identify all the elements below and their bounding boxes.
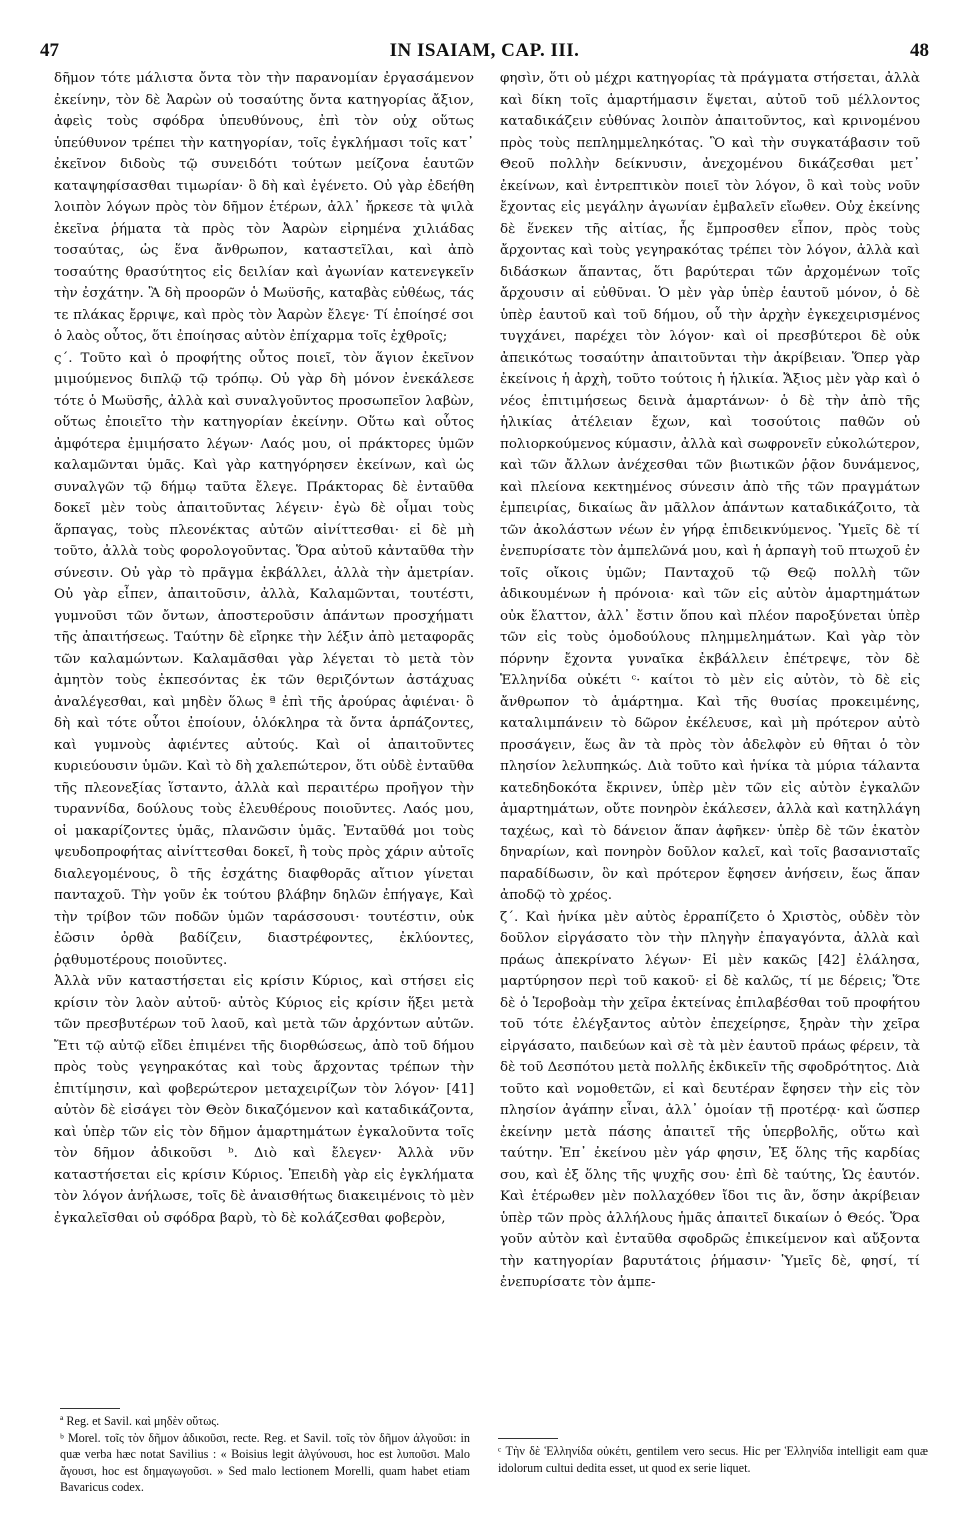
left-column (54, 68, 474, 1398)
footnotes-right (498, 1438, 928, 1476)
footnote: ª Reg. et Savil. καὶ μηδὲν οὕτως. (60, 1414, 220, 1428)
paragraph: ζ΄. Καὶ ἡνίκα μὲν αὐτὸς ἐρραπίζετο ὁ Χριστὸς, οὐδὲν τὸν δοῦλον εἰργάσατο τὸν τὴν πληγὴν ἐπαγαγόντα, ἀλλὰ καὶ πράως ἀπεκρίνατο λέγων· Εἰ μὲν κακῶς [42] ἐλάλησα, μαρτύρησον περὶ τοῦ κακοῦ· εἰ δὲ καλῶς, τί με δέρεις; Ὅτε δὲ ὁ Ἱεροβοὰμ τὴν χεῖρα ἐκτείνας ἐπιλαβέσθαι τοῦ προφήτου τοῦ τότε ἐλέγξαντος αὐτὸν ἐπεχείρησε, ξηρὰν τὴν χεῖρα εἰργάσατο, παιδεύων καὶ σὲ τὰ μὲν ἑαυτοῦ πράως φέρειν, τὰ δὲ τοῦ Δεσπότου μετὰ πολλῆς ἐκδικεῖν τῆς σφοδρότητος. Διὰ τοῦτο καὶ νομοθετῶν, εἰ καὶ δευτέραν ἔφησεν τὴν εἰς τὸν πλησίον ἀγάπην εἶναι, ἀλλ᾽ ὁμοίαν τῇ προτέρᾳ· καὶ ὥσπερ ἐκείνην μετὰ πάσης ἀπαιτεῖ τῆς ὑπερβολῆς, οὕτω καὶ ταύτην. Ἐπ᾽ ἐκείνου μὲν γάρ φησιν, Ἐξ ὅλης τῆς καρδίας σου, καὶ ἐξ ὅλης τῆς ψυχῆς σου· ἐπὶ δὲ ταύτης, Ὡς ἑαυτόν. Καὶ ἑτέρωθεν μὲν πολλαχόθεν ἴδοι τις ἂν, ὅσην ἀκρίβειαν ὑπὲρ τῶν πρὸς ἀλλήλους ἡμᾶς ἀπαιτεῖ δικαίων ὁ Θεός. Ὅρα γοῦν αὐτὸν καὶ ἐνταῦθα σφοδρῶς ἐπικείμενον καὶ αὔξοντα τὴν κατηγορίαν βαρυτάτοις ῥήμασιν· Ὑμεῖς δὲ, φησί, τί ἐνεπυρίσατε τὸν ἀμπε- (500, 909, 920, 1290)
running-title: IN ISAIAM, CAP. III. (389, 40, 580, 61)
page-number-right: 48 (910, 40, 929, 61)
footnote: ᶜ Τὴν δὲ Ἑλληνίδα οὐκέτι, gentilem vero secus. Hic per Ἑλληνίδα intelligit eam quæ idolorum cultui dedita esset, ut quod ex serie liquet. (498, 1444, 928, 1475)
page-number-left: 47 (40, 40, 59, 61)
right-column (500, 68, 920, 1398)
paragraph: φησὶν, ὅτι οὐ μέχρι κατηγορίας τὰ πράγματα στήσεται, ἀλλὰ καὶ δίκη τοῖς ἁμαρτήμασιν ἕψεται, αὐτοῦ τοῦ μέλλοντος καταδικάζειν εὐθύνας λοιπὸν ἀπαιτοῦντος, καὶ κρινομένου πρὸς τοὺς πεπλημμεληκότας. Ὃ καὶ τὴν συγκατάβασιν τοῦ Θεοῦ πολλὴν δείκνυσιν, ἀνεχομένου δικάζεσθαι μετ᾽ ἐκείνων, καὶ ἐντρεπτικὸν ποιεῖ τὸν λόγον, ὃ καὶ τοὺς νοῦν ἔχοντας εἰς μεγάλην ἀγωνίαν ἐμβαλεῖν εἴωθεν. Οὐχ ἐκείνης δὲ ἕνεκεν τῆς αἰτίας, ἧς ἔμπροσθεν εἶπον, πρὸς τοὺς ἄρχοντας καὶ τοὺς γεγηρακότας τρέπει τὸν λόγον, ἀλλὰ καὶ διδάσκων ἅπαντας, ὅτι βαρύτεραι τῶν ἀρχομένων τοῖς ἄρχουσιν αἱ εὐθῦναι. Ὁ μὲν γὰρ ὑπὲρ ἑαυτοῦ μόνον, ὁ δὲ ὑπὲρ ἑαυτοῦ καὶ τοῦ δήμου, οὗ τὴν ἀρχὴν ἐγκεχειρισμένος τυγχάνει, παρέχει τὸν λόγον· καὶ οἱ πρεσβύτεροι δὲ οὐκ ἀπεικότως τοσαύτην ἀπαιτοῦνται τὴν ἀκρίβειαν. Ὅπερ γὰρ ἐκείνοις ἡ ἀρχὴ, τοῦτο τούτοις ἡ ἡλικία. Ἄξιος μὲν γὰρ καὶ ὁ νέος ἐπιτιμήσεως δεινὰ ἁμαρτάνων· ὁ δὲ τὴν ἀπὸ τῆς ἡλικίας ἀτέλειαν ἔχων, καὶ τοσούτοις παθῶν οὐ πολιορκούμενος κύμασιν, ἀλλὰ καὶ σωφρονεῖν εὐκολώτερον, καὶ τῶν ἄλλων ἀνέχεσθαι τῶν βιωτικῶν ῥᾷον δυνάμενος, καὶ πλείονα κεκτημένος σύνεσιν ἀπὸ τῆς τῶν πραγμάτων ἐμπειρίας, δικαίως ἂν μᾶλλον ἁπάντων καταδικάζοιτο, τὰ τῶν ἀκολάστων νέων ἐν γήρᾳ ἐπιδεικνύμενος. Ὑμεῖς δὲ τί ἐνεπυρίσατε τὸν ἀμπελῶνά μου, καὶ ἡ ἁρπαγὴ τοῦ πτωχοῦ ἐν τοῖς οἴκοις ὑμῶν; Πανταχοῦ τῷ Θεῷ πολλὴ τῶν ἀδικουμένων ἡ πρόνοια· καὶ τῶν εἰς αὐτὸν ἁμαρτημάτων οὐκ ἔλαττον, ἀλλ᾽ ἔστιν ὅπου καὶ πλέον παροξύνεται ὑπὲρ τῶν εἰς τοὺς ὁμοδούλους πλημμελημάτων. Καὶ γὰρ τὸν πόρνην ἔχοντα γυναῖκα ἐκβάλλειν ἐπέτρεψε, τὸν δὲ Ἑλληνίδα οὐκέτι ᶜ· καίτοι τὸ μὲν εἰς αὐτὸν, τὸ δὲ εἰς ἄνθρωπον τὸ ἁμάρτημα. Καὶ τῆς θυσίας προκειμένης, καταλιμπάνειν τὸ δῶρον ἐκέλευσε, καὶ μὴ πρότερον αὐτὸ προσάγειν, ἕως ἂν τὰ πρὸς τὸν ἀδελφὸν εὐ θῆται ὁ τὸν πλησίον λελυπηκώς. Διὰ τοῦτο καὶ ἡνίκα τὰ μύρια τάλαντα κατεδηδοκότα ἔκρινεν, ὑπὲρ μὲν τῶν εἰς αὐτὸν ἐγκαλῶν ἁμαρτημάτων, οὔτε πονηρὸν ἐκάλεσεν, ἀλλὰ καὶ κατηλλάγη ταχέως, καὶ τὸ δάνειον ἅπαν ἀφῆκεν· ὑπὲρ δὲ τῶν ἑκατὸν δηναρίων, καὶ πονηρὸν δοῦλον καλεῖ, καὶ τοῖς βασανισταῖς παραδίδωσιν, ὃν καὶ πρότερον ἔφησεν ἀνήσειν, ἕως ἅπαν ἀποδῷ τὸ χρέος. (500, 71, 920, 903)
page-header (40, 40, 929, 64)
footnote: ᵇ Morel. τοῖς τὸν δῆμον ἀδικοῦσι, recte. Reg. et Savil. τοῖς τὸν δῆμον ἀλγοῦσι: in quæ verba hæc notat Savilius : « Boisius legit ἀλγύνουσι, hoc est λυποῦσι. Malo ἄγουσι, hoc est δημαγωγοῦσι. » Sed malo lectionem Morelli, quam habet etiam Bavaricus codex. (60, 1430, 470, 1494)
paragraph: ς΄. Τοῦτο καὶ ὁ προφήτης οὗτος ποιεῖ, τὸν ἅγιον ἐκεῖνον μιμούμενος διπλῷ τῷ τρόπῳ. Οὐ γὰρ δὴ μόνον ἐνεκάλεσε τότε ὁ Μωϋσῆς, ἀλλὰ καὶ συναλγοῦντος προσωπεῖον λαβὼν, οὕτως ἐποιεῖτο τὴν κατηγορίαν ἐκείνην. Οὕτω καὶ οὗτος ἀμφότερα ἐμιμήσατο λέγων· Λαός μου, οἱ πράκτορες ὑμῶν καλαμῶνται ὑμᾶς. Καὶ γὰρ κατηγόρησεν ἐκείνων, καὶ ὡς συναλγῶν τῷ δήμῳ ταῦτα ἔλεγε. Πράκτορας δὲ ἐνταῦθα δοκεῖ μὲν τοὺς ἀπαιτοῦντας λέγειν· ἐγὼ δὲ οἶμαι τοὺς ἅρπαγας, τοὺς πλεονέκτας αὐτῶν αἰνίττεσθαι· εἰ δὲ μὴ τοῦτο, ἀλλὰ τοὺς φορολογοῦντας. Ὅρα αὐτοῦ κἀνταῦθα τὴν σύνεσιν. Οὐ γὰρ τὸ πρᾶγμα ἐκβάλλει, ἀλλὰ τὴν ἀμετρίαν. Οὐ γὰρ εἶπεν, ἀπαιτοῦσιν, ἀλλὰ, Καλαμῶνται, τουτέστι, γυμνοῦσι τῶν ὄντων, ἀποστεροῦσιν ἁπάντων προσχήματι τῆς ἀπαιτήσεως. Ταύτην δὲ εἴρηκε τὴν λέξιν ἀπὸ μεταφορᾶς τῶν καλαμώντων. Καλαμᾶσθαι γὰρ λέγεται τὸ μετὰ τὸν ἀμητὸν τοὺς ἐκπεσόντας ἐκ τῶν θεριζόντων ἀστάχυας ἀναλέγεσθαι, καὶ μηδὲν ὅλως ª ἐπὶ τῆς ἀρούρας ἀφιέναι· ὃ δὴ καὶ τότε οὗτοι ἐποίουν, ὁλόκληρα τὰ ὄντα ἁρπάζοντες, καὶ γυμνοὺς ἀφιέντες αὐτούς. Καὶ οἱ ἀπαιτοῦντες κυριεύουσιν ὑμῶν. Καὶ τὸ δὴ χαλεπώτερον, ὅτι οὐδὲ ἐνταῦθα τῆς πλεονεξίας ἵσταντο, ἀλλὰ καὶ περαιτέρω προῆγον τὴν τυραννίδα, δούλους τοὺς ἐλευθέρους ποιοῦντες. Λαός μου, οἱ μακαρίζοντες ὑμᾶς, πλανῶσιν ὑμᾶς. Ἐνταῦθά μοι τοὺς ψευδοπροφήτας αἰνίττεσθαι δοκεῖ, ἢ τοὺς πρὸς χάριν αὐτοῖς διαλεγομένους, ὃ τῆς ἐσχάτης διαφθορᾶς αἴτιον γίνεται πανταχοῦ. Τὴν γοῦν ἐκ τούτου βλάβην δηλῶν ἐπήγαγε, Καὶ τὴν τρίβον τῶν ποδῶν ὑμῶν ταράσσουσι· τουτέστιν, οὐκ ἐῶσιν ὀρθὰ βαδίζειν, διαστρέφοντες, ἐκλύοντες, ῥᾳθυμοτέρους ποιοῦντες. (54, 350, 474, 968)
paragraph: δῆμον τότε μάλιστα ὄντα τὸν τὴν παρανομίαν ἐργασάμενον ἐκείνην, τὸν δὲ Ἀαρὼν οὐ τοσαύτης ὄντα κατηγορίας ἄξιον, ἀφεὶς τοὺς σφόδρα ὑπευθύνους, ἐπὶ τὸν οὐχ οὕτως ὑπεύθυνον τρέπει τὴν κατηγορίαν, τοῖς ἐγκλήμασι τοῖς κατ᾽ ἐκεῖνον διδοὺς τῷ συνειδότι τούτων μείζονα ἑαυτῶν καταψηφίσασθαι τιμωρίαν· ὃ δὴ καὶ ἐγένετο. Οὐ γὰρ ἐδεήθη λοιπὸν λόγων πρὸς τὸν δῆμον ἑτέρων, ἀλλ᾽ ἤρκεσε τὰ ψιλὰ ἐκεῖνα ῥήματα τὰ πρὸς τὸν Ἀαρὼν εἰρημένα χιλιάδας τοσαύτας, ὡς ἕνα ἄνθρωπον, καταστεῖλαι, καὶ ἀπὸ τοσαύτης θρασύτητος εἰς δειλίαν καὶ ἀγωνίαν κατενεγκεῖν τὴν ἐσχάτην. Ἃ δὴ προορῶν ὁ Μωϋσῆς, καταβὰς εὐθέως, τάς τε πλάκας ἔρριψε, καὶ πρὸς τὸν Ἀαρὼν ἔλεγε· Τί ἐποίησέ σοι ὁ λαὸς οὗτος, ὅτι ἐποίησας αὐτὸν ἐπίχαρμα τοῖς ἐχθροῖς; (54, 71, 474, 344)
footnote-rule (498, 1438, 558, 1439)
paragraph: Ἀλλὰ νῦν καταστήσεται εἰς κρίσιν Κύριος, καὶ στήσει εἰς κρίσιν τὸν λαὸν αὐτοῦ· αὐτὸς Κύριος εἰς κρίσιν ἥξει μετὰ τῶν πρεσβυτέρων τοῦ λαοῦ, καὶ μετὰ τῶν ἀρχόντων αὐτῶν. Ἔτι τῷ αὐτῷ εἴδει ἐπιμένει τῆς διορθώσεως, ἀπὸ τοῦ δήμου πρὸς τοὺς γεγηρακότας καὶ τοὺς ἄρχοντας τρέπων τὴν ἐπιτίμησιν, καὶ φοβερώτερον μεταχειρίζων τὸν λόγον· [41] αὐτὸν δὲ εἰσάγει τὸν Θεὸν δικαζόμενον καὶ καταδικάζοντα, καὶ ὑπὲρ τῶν εἰς τὸν δῆμον ἁμαρτημάτων ἐγκαλοῦντα τοῖς τὸν δῆμον ἀδικοῦσι ᵇ. Διὸ καὶ ἔλεγεν· Ἀλλὰ νῦν καταστήσεται εἰς κρίσιν Κύριος. Ἐπειδὴ γὰρ εἰς ἐγκλήματα τὸν λόγον ἀνήλωσε, τοῖς δὲ ἀναισθήτως διακειμένοις τὸ μὲν ἐγκαλεῖσθαι οὐ σφόδρα βαρὺ, τὸ δὲ κολάζεσθαι φοβερὸν, (54, 974, 474, 1226)
footnotes-left (60, 1408, 470, 1496)
footnote-rule (60, 1408, 120, 1409)
